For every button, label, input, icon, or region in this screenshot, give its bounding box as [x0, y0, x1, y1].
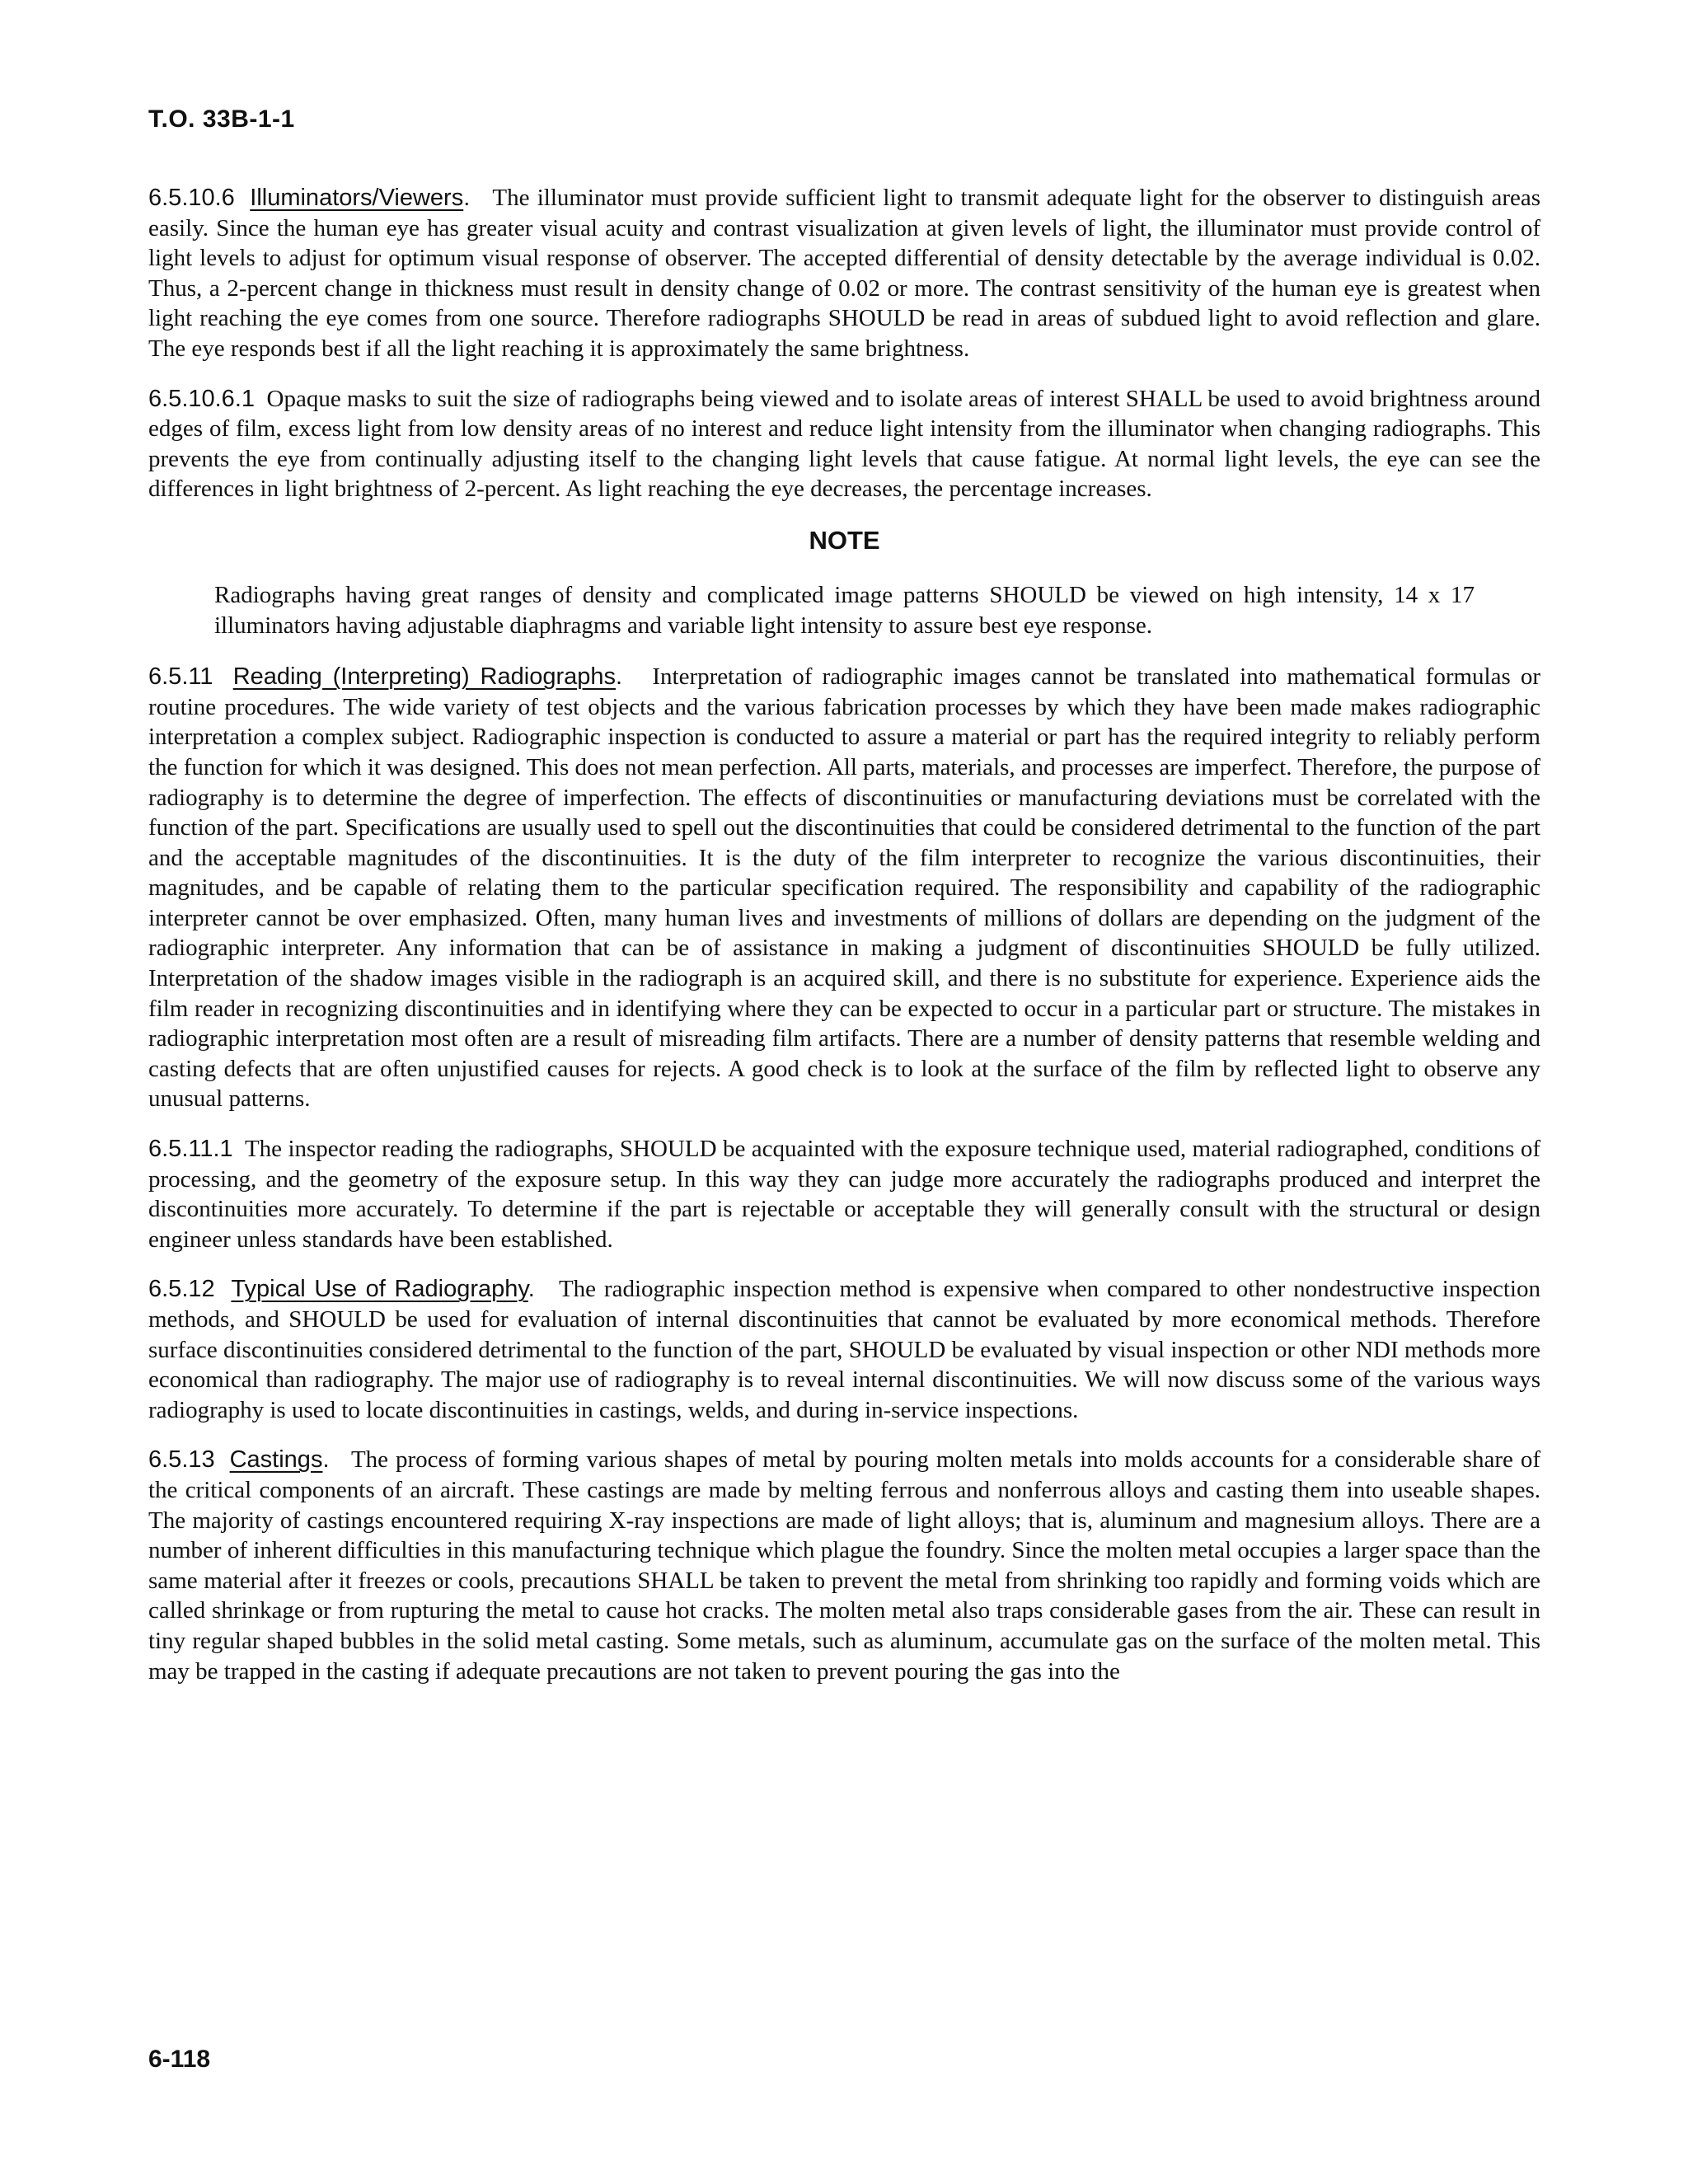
paragraph-number: 6.5.10.6.1 [148, 385, 255, 412]
page-number-footer: 6-118 [148, 2046, 211, 2073]
paragraph-6-5-12: 6.5.12 Typical Use of Radiography. The radiographic inspection method is expensive when compared to other nondestructive inspection methods, and SHOULD be used for evaluation of internal discontinuities that cannot be evaluated by more economical methods. Therefore surface discontinuities considered detrimental to the function of the part, SHOULD be evaluated by visual inspection or other NDI methods more economical than radiography. The major use of radiography is to reveal internal discontinuities. We will now discuss some of the various ways radiography is used to locate discontinuities in castings, welds, and during in-service inspections. [148, 1276, 1540, 1423]
paragraph-heading: Castings [229, 1446, 323, 1474]
paragraph-6-5-11-1 [148, 1134, 1540, 1254]
paragraph-heading: Reading (Interpreting) Radiographs [232, 663, 616, 691]
paragraph-text: The illuminator must provide sufficient light to transmit adequate light for the observer to distinguish areas easily. Since the human eye has greater visual acuity and contrast visualization at given levels of light, the illuminator must provide control of light levels to adjust for optimum visual response of observer. The accepted differential of density detectable by the average individual is 0.02. Thus, a 2-percent change in thickness must result in density change of 0.02 or more. The contrast sensitivity of the human eye is greatest when light reaching the eye comes from one source. Therefore radiographs SHOULD be read in areas of subdued light to avoid reflection and glare. The eye responds best if all the light reaching it is approximately the same brightness. [148, 185, 1541, 362]
note-title: NOTE [809, 525, 880, 555]
paragraph-6-5-11: 6.5.11 Reading (Interpreting) Radiographs. Interpretation of radiographic images cannot be translated into mathematical formulas or routine procedures. The wide variety of test objects and the various fabrication processes by which they have been made makes radiographic interpretation a complex subject. Radiographic inspection is conducted to assure a material or part has the required integrity to reliably perform the function for which it was designed. This does not mean perfection. All parts, materials, and processes are imperfect. Therefore, the purpose of radiography is to determine the degree of imperfection. The effects of discontinuities or manufacturing deviations must be correlated with the function of the part. Specifications are usually used to spell out the discontinuities that could be considered detrimental to the function of the part and the acceptable magnitudes of the discontinuities. It is the duty of the film interpreter to recognize the various discontinuities, their magnitudes, and be capable of relating them to the particular specification required. The responsibility and capability of the radiographic interpreter cannot be over emphasized. Often, many human lives and investments of millions of dollars are depending on the judgment of the radiographic interpreter. Any information that can be of assistance in making a judgment of discontinuities SHOULD be fully utilized. Interpretation of the shadow images visible in the radiograph is an acquired skill, and there is no substitute for experience. Experience aids the film reader in recognizing discontinuities and in identifying where they can be expected to occur in a particular part or structure. The mistakes in radiographic interpretation most often are a result of misreading film artifacts. There are a number of density patterns that resemble welding and casting defects that are often unjustified causes for rejects. A good check is to look at the surface of the film by reflected light to observe any unusual patterns. [148, 663, 1541, 1113]
paragraph-text: Opaque masks to suit the size of radiographs being viewed and to isolate areas of interest SHALL be used to avoid brightness around edges of film, excess light from low density areas of no interest and reduce light intensity from the illuminator when changing radiographs. This prevents the eye from continually adjusting itself to the changing light levels that cause fatigue. At normal light levels, the eye can see the differences in light brightness of 2-percent. As light reaching the eye decreases, the percentage increases. [148, 385, 1541, 503]
paragraph-text: The inspector reading the radiographs, SHOULD be acquainted with the exposure technique used, material radiographed, conditions of processing, and the geometry of the exposure setup. In this way they can judge more accurately the radiographs produced and interpret the discontinuities more accurately. To determine if the part is rejectable or acceptable they will generally consult with the structural or design engineer unless standards have been established. [148, 1136, 1540, 1253]
paragraph-number: 6.5.11 [148, 663, 213, 691]
paragraph-6-5-13: 6.5.13 Castings. The process of forming various shapes of metal by pouring molten metals into molds accounts for a considerable share of the critical components of an aircraft. These castings are made by melting ferrous and nonferrous alloys and casting them into useable shapes. The majority of castings encountered requiring X-ray inspections are made of light alloys; that is, aluminum and magnesium alloys. There are a number of inherent difficulties in this manufacturing technique which plague the foundry. Since the molten metal occupies a larger space than the same material after it freezes or cools, precautions SHALL be taken to prevent the metal from shrinking too rapidly and forming voids which are called shrinkage or from rupturing the metal to cause hot cracks. The molten metal also traps considerable gases from the air. These can result in tiny regular shaped bubbles in the solid metal casting. Some metals, such as aluminum, accumulate gas on the surface of the molten metal. This may be trapped in the casting if adequate precautions are not taken to prevent pouring the gas into the [148, 1446, 1541, 1685]
paragraph-text: The radiographic inspection method is expensive when compared to other nondestructive inspection methods, and SHOULD be used for evaluation of internal discontinuities that cannot be evaluated by more economical methods. Therefore surface discontinuities considered detrimental to the function of the part, SHOULD be evaluated by visual inspection or other NDI methods more economical than radiography. The major use of radiography is to reveal internal discontinuities. We will now discuss some of the various ways radiography is used to locate discontinuities in castings, welds, and during in-service inspections. [148, 1276, 1540, 1423]
paragraph-number: 6.5.11.1 [148, 1136, 233, 1163]
paragraph-text: The process of forming various shapes of metal by pouring molten metals into molds accounts for a considerable share of the critical components of an aircraft. These castings are made by melting ferrous and nonferrous alloys and casting them into useable shapes. The majority of castings encountered requiring X-ray inspections are made of light alloys; that is, aluminum and magnesium alloys. There are a number of inherent difficulties in this manufacturing technique which plague the foundry. Since the molten metal occupies a larger space than the same material after it freezes or cools, precautions SHALL be taken to prevent the metal from shrinking too rapidly and forming voids which are called shrinkage or from rupturing the metal to cause hot cracks. The molten metal also traps considerable gases from the air. These can result in tiny regular shaped bubbles in the solid metal casting. Some metals, such as aluminum, accumulate gas on the surface of the molten metal. This may be trapped in the casting if adequate precautions are not taken to prevent pouring the gas into the [148, 1446, 1541, 1685]
paragraph-6-5-10-6: 6.5.10.6 Illuminators/Viewers. The illuminator must provide sufficient light to transmit adequate light for the observer to distinguish areas easily. Since the human eye has greater visual acuity and contrast visualization at given levels of light, the illuminator must provide control of light levels to adjust for optimum visual response of observer. The accepted differential of density detectable by the average individual is 0.02. Thus, a 2-percent change in thickness must result in density change of 0.02 or more. The contrast sensitivity of the human eye is greatest when light reaching the eye comes from one source. Therefore radiographs SHOULD be read in areas of subdued light to avoid reflection and glare. The eye responds best if all the light reaching it is approximately the same brightness. [148, 185, 1541, 362]
document-id-header: T.O. 33B-1-1 [148, 105, 295, 133]
note-body: Radiographs having great ranges of density and complicated image patterns SHOULD be viewed on high intensity, 14 x 17 illuminators having adjustable diaphragms and variable light intensity to assure best eye response. [214, 581, 1475, 639]
paragraph-heading: Illuminators/Viewers [250, 185, 464, 211]
paragraph-number: 6.5.13 [148, 1446, 215, 1474]
paragraph-number: 6.5.10.6 [148, 185, 235, 211]
paragraph-number: 6.5.12 [148, 1276, 215, 1303]
paragraph-6-5-10-6-1 [148, 384, 1540, 504]
page-content [148, 183, 1540, 1706]
paragraph-heading: Typical Use of Radiography [231, 1276, 528, 1303]
paragraph-text: Interpretation of radiographic images cannot be translated into mathematical formulas or routine procedures. The wide variety of test objects and the various fabrication processes by which they have been made makes radiographic interpretation a complex subject. Radiographic inspection is conducted to assure a material or part has the required integrity to reliably perform the function for which it was designed. This does not mean perfection. All parts, materials, and processes are imperfect. Therefore, the purpose of radiography is to determine the degree of imperfection. The effects of discontinuities or manufacturing deviations must be correlated with the function of the part. Specifications are usually used to spell out the discontinuities that could be considered detrimental to the function of the part and the acceptable magnitudes of the discontinuities. It is the duty of the film interpreter to recognize the various discontinuities, their magnitudes, and be capable of relating them to the particular specification required. The responsibility and capability of the radiographic interpreter cannot be over emphasized. Often, many human lives and investments of millions of dollars are depending on the judgment of the radiographic interpreter. Any information that can be of assistance in making a judgment of discontinuities SHOULD be fully utilized. Interpretation of the shadow images visible in the radiograph is an acquired skill, and there is no substitute for experience. Experience aids the film reader in recognizing discontinuities and in identifying where they can be expected to occur in a particular part or structure. The mistakes in radiographic interpretation most often are a result of misreading film artifacts. There are a number of density patterns that resemble welding and casting defects that are often unjustified causes for rejects. A good check is to look at the surface of the film by reflected light to observe any unusual patterns. [148, 663, 1541, 1113]
